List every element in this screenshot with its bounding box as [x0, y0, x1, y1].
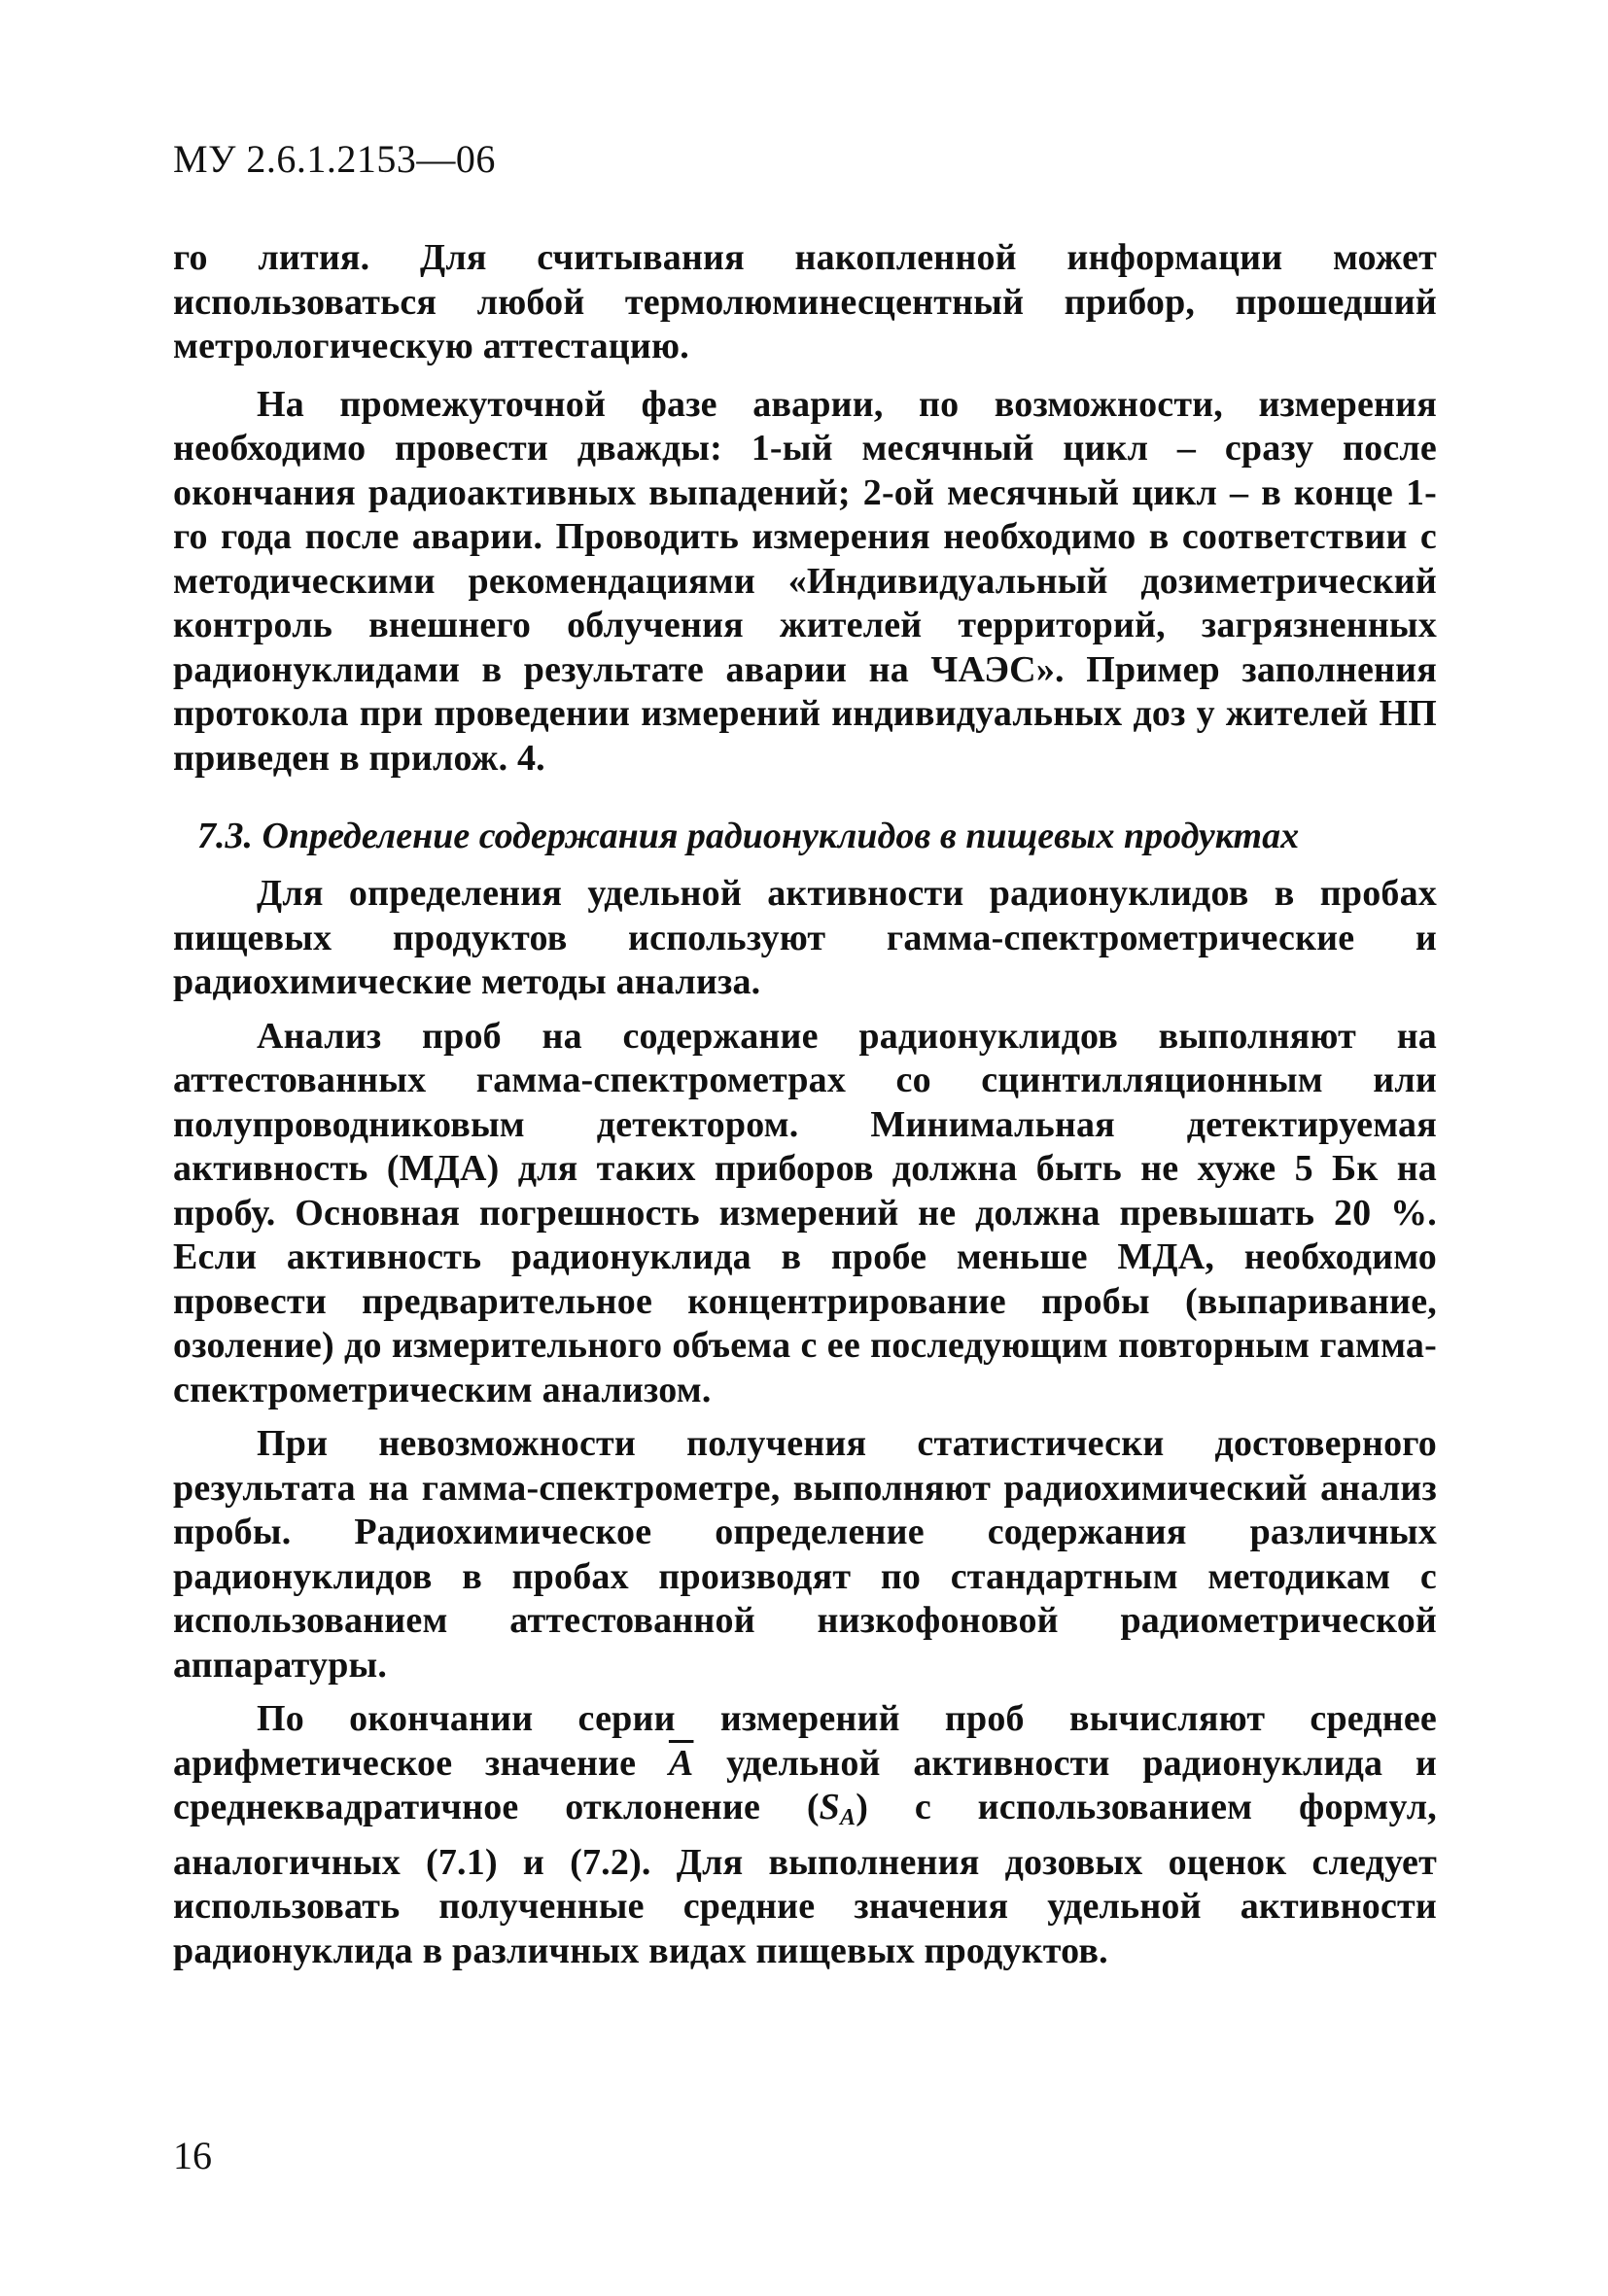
statistics-text-part1: По окончании серии измерений проб вычисляют среднее арифметическое значение: [173, 1698, 1437, 1784]
std-deviation-subscript: A: [840, 1805, 856, 1830]
document-code-header: МУ 2.6.1.2153—06: [173, 137, 496, 181]
paragraph-analysis-methods: Для определения удельной активности радионуклидов в пробах пищевых продуктов используют гамма-спектрометрические и радиохимические методы анализа.: [173, 873, 1437, 1002]
document-body: [173, 236, 1437, 1973]
page-number: 16: [173, 2134, 212, 2177]
paragraph-radiochemical: При невозможности получения статистически достоверного результата на гамма-спектрометре, выполняют радиохимический анализ пробы. Радиохимическое определение содержания различных радионуклидов в пробах производят по стандартным методикам с использованием аттестованной низкофоновой радиометрической аппаратуры.: [173, 1423, 1437, 1686]
mean-activity-symbol: $\overline{A}$: [668, 1742, 694, 1784]
paragraph-continuation: го лития. Для считывания накопленной информации может использоваться любой термолюминесцентный прибор, прошедший метрологическую аттестацию.: [173, 237, 1437, 366]
paragraph-spectrometry: Анализ проб на содержание радионуклидов выполняют на аттестованных гамма-спектрометрах со сцинтилляционным или полупроводниковым детектором. Минимальная детектируемая активность (МДА) для таких приборов должна быть не хуже 5 Бк на пробу. Основная погрешность измерений не должна превышать 20 %. Если активность радионуклида в пробе меньше МДА, необходимо провести предварительное концентрирование пробы (выпаривание, озоление) до измерительного объема с ее последующим повторным гамма-спектрометрическим анализом.: [173, 1015, 1437, 1410]
paragraph-measurement-phase: На промежуточной фазе аварии, по возможности, измерения необходимо провести дважды: 1-ый месячный цикл – сразу после окончания радиоактивных выпадений; 2-ой месячный цикл – в конце 1-го года после аварии. Проводить измерения необходимо в соответствии с методическими рекомендациями «Индивидуальный дозиметрический контроль внешнего облучения жителей территорий, загрязненных радионуклидами в результате аварии на ЧАЭС». Пример заполнения протокола при проведении измерений индивидуальных доз у жителей НП приведен в прилож. 4.: [173, 383, 1437, 779]
std-deviation-symbol: S: [819, 1787, 841, 1827]
paragraph-statistics: [173, 1697, 1437, 1973]
statistics-text-part2: удельной активности радионуклида и среднеквадратичное отклонение (: [173, 1742, 1437, 1827]
section-heading: 7.3. Определение содержания радионуклидов в пищевых продуктах: [197, 816, 1300, 856]
statistics-text-part3: ) с использованием формул, аналогичных (7.1) и (7.2). Для выполнения дозовых оценок следует использовать полученные средние значения удельной активности радионуклида в различных видах пищевых продуктов.: [173, 1787, 1437, 1971]
